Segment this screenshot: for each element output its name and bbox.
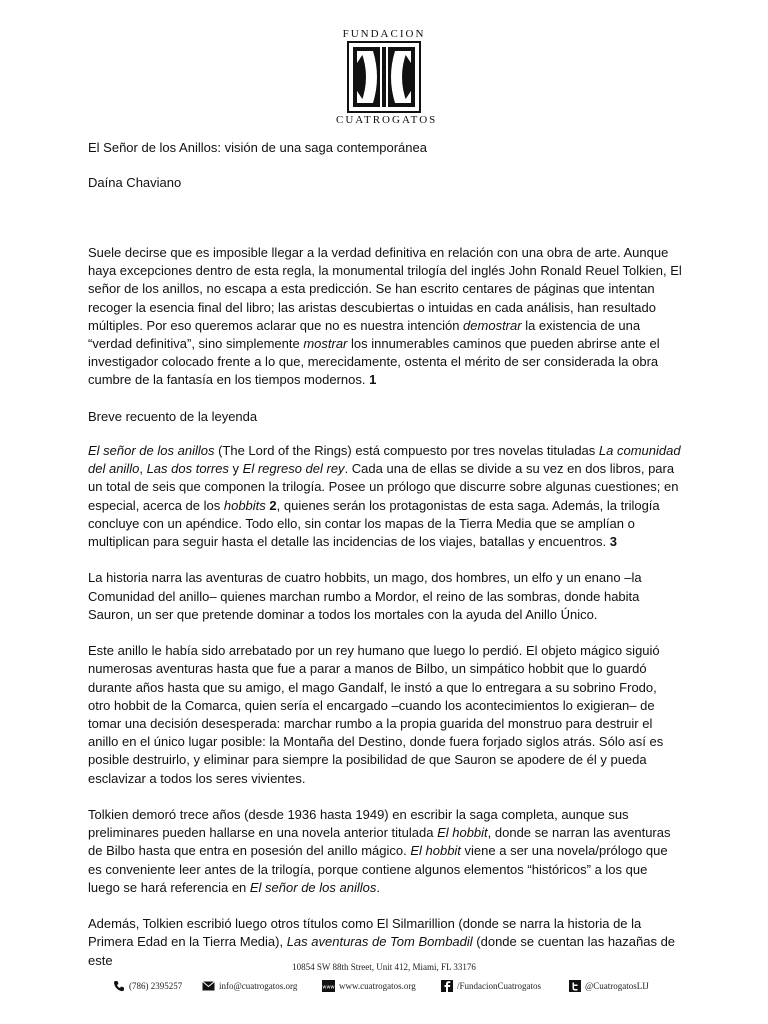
italic-text: demostrar [463, 317, 522, 333]
footnote-ref: 2 [269, 497, 277, 513]
italic-text: El señor de los anillos [249, 879, 377, 895]
text-run: . [376, 879, 380, 895]
italic-text: mostrar [303, 336, 348, 352]
footer-contacts [112, 980, 672, 996]
body-paragraph [88, 642, 682, 788]
email-text[interactable]: info@cuatrogatos.org [219, 981, 298, 991]
document-title: El Señor de los Anillos: visión de una saga contemporánea [88, 140, 427, 155]
text-run: (donde se cuentan las hazañas de este [88, 934, 676, 968]
italic-text: El señor de los anillos [88, 443, 215, 459]
text-run: , [139, 461, 147, 477]
envelope-icon [202, 980, 215, 992]
footer-address: 10854 SW 88th Street, Unit 412, Miami, FL 33176 [292, 962, 476, 972]
text-run: y [228, 461, 243, 477]
italic-text: La comunidad del anillo [88, 443, 681, 477]
text-run: , donde se narran las aventuras de Bilbo hasta que entra en posesión del anillo mágico. [88, 825, 671, 859]
italic-text: Las dos torres [146, 461, 229, 477]
text-run: la existencia de una “verdad definitiva”, sino simplemente [88, 317, 641, 352]
text-run: viene a ser una novela/prólogo que es conveniente leer antes de la trilogía, porque contiene algunos elementos “históricos” a los que luego se hará referencia en [88, 843, 668, 895]
body-paragraph [88, 244, 682, 390]
body-paragraph [88, 442, 682, 551]
footer-twitter[interactable] [568, 980, 649, 992]
twitter-icon [568, 980, 581, 992]
text-run: Este anillo le había sido arrebatado por un rey humano que luego lo perdió. El objeto mágico siguió numerosas aventuras hasta que fue a parar a manos de Bilbo, un simpático hobbit que lo guardó durante años hasta que su amigo, el mago Gandalf, le instó a que lo entregara a su sobrino Frodo, otro hobbit de la Comarca, quien sería el encargado –cuando los acontecimientos lo exigieran– de tomar una decisión desesperada: marchar rumbo a la propia guarida del monstruo para destruir el anillo en el único lugar posible: la Montaña del Destino, donde fuera forjado siglos atrás. Sólo así es posible destruirlo, y eliminar para siempre la posibilidad de que Sauron se apodere de él y pueda esclavizar a todos los seres vivientes. [88, 643, 664, 786]
footer-facebook[interactable] [440, 980, 541, 992]
body-paragraph [88, 806, 682, 897]
text-run: La historia narra las aventuras de cuatro hobbits, un mago, dos hombres, un elfo y un enano –la Comunidad del anillo– quienes marchan rumbo a Mordor, el reino de las sombras, donde habita Sauron, un ser que pretende dominar a todos los mortales con la ayuda del Anillo Único. [88, 570, 642, 622]
www-icon [322, 980, 335, 992]
footer-email[interactable] [202, 980, 297, 992]
italic-text: El hobbit [410, 843, 461, 859]
phone-text: (786) 2395257 [129, 981, 183, 991]
text-run: , quienes serán los protagonistas de esta saga. Además, la trilogía concluye con un apéndice. Todo ello, sin contar los mapas de la Tierra Media que se amplían o multiplican para seguir hasta el detalle las incidencias de los viajes, batallas y encuentros. [88, 497, 660, 550]
footnote-ref: 1 [369, 372, 377, 388]
text-run: Además, Tolkien escribió luego otros títulos como El Silmarillion (donde se narra la historia de la Primera Edad en la Tierra Media), [88, 916, 642, 950]
document-body [88, 244, 682, 988]
italic-text: El regreso del rey [242, 461, 345, 477]
text-run: Tolkien demoró trece años (desde 1936 hasta 1949) en escribir la saga completa, aunque sus preliminares pueden hallarse en una novela anterior titulada [88, 807, 629, 841]
text-run: . Cada una de ellas se divide a su vez en dos libros, para un total de seis que componen la trilogía. Posee un prólogo que discurre sobre algunas cuestiones; en especial, acerca de los [88, 461, 679, 513]
web-text[interactable]: www.cuatrogatos.org [339, 981, 416, 991]
phone-icon [112, 980, 125, 992]
text-run: (The Lord of the Rings) está compuesto por tres novelas tituladas [214, 443, 599, 459]
heading-text: Breve recuento de la leyenda [88, 408, 258, 424]
logo-top-text: FUNDACION [342, 28, 426, 40]
facebook-icon [440, 980, 453, 992]
italic-text: hobbits [223, 497, 266, 513]
italic-text: Las aventuras de Tom Bombadil [286, 934, 473, 950]
italic-text: El hobbit [437, 825, 488, 841]
letterhead-logo [336, 28, 438, 126]
document-author: Daína Chaviano [88, 175, 182, 190]
footer-web[interactable] [322, 980, 416, 992]
twitter-text[interactable]: @CuatrogatosLIJ [585, 981, 649, 991]
footnote-ref: 3 [609, 534, 617, 550]
section-heading [88, 408, 682, 426]
footer-phone [112, 980, 182, 992]
text-run: Suele decirse que es imposible llegar a la verdad definitiva en relación con una obra de arte. Aunque haya excepciones dentro de esta regla, la monumental trilogía del inglés John Ronald Reuel Tolkien, El señor de los anillos, no escapa a esta predicción. Se han escrito centares de páginas que intentan recoger la esencia final del libro; las aristas descubiertas o intuidas en cada análisis, han resultado múltiples. Por eso queremos aclarar que no es nuestra intención [88, 245, 682, 333]
facebook-text[interactable]: /FundacionCuatrogatos [457, 981, 541, 991]
text-run: los innumerables caminos que pueden abrirse ante el investigador colocado frente a lo que, merecidamente, ostenta el mérito de ser considerada la obra cumbre de la fantasía en los tiempos modernos. [88, 336, 660, 388]
logo-bottom-text: CUATROGATOS [336, 114, 438, 126]
body-paragraph [88, 569, 682, 624]
svg-text:www: www [322, 984, 335, 991]
cat-logo-emblem [347, 41, 421, 113]
